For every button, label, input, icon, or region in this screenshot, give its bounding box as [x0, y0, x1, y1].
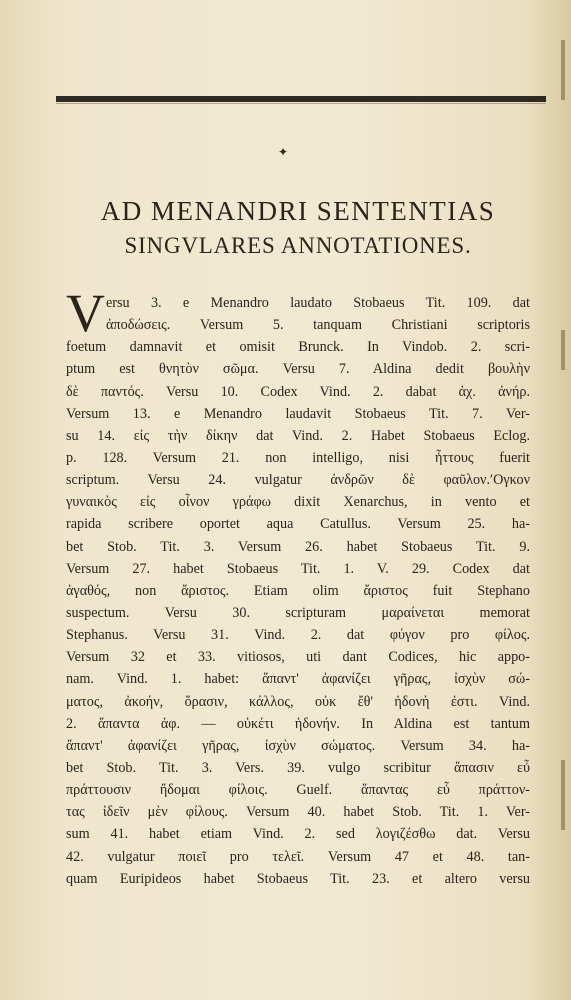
text-line: ἀποδώσεις. Versum 5. tanquam Christiani scriptoris — [106, 317, 530, 334]
text-line: Versum 27. habet Stobaeus Tit. 1. V. 29. Codex dat — [66, 560, 530, 577]
drop-cap: V — [66, 283, 105, 343]
text-line: 42. vulgatur ποιεῖ pro τελεῖ. Versum 47 et 48. tan- — [66, 848, 530, 865]
text-line: γυναικὸς εἰς οἶνον γράφω dixit Xenarchus, in vento et — [66, 494, 530, 511]
text-line: scriptum. Versu 24. vulgatur ἀνδρῶν δὲ φαῦλον.ʹΟγκον — [66, 472, 530, 489]
text-line: p. 128. Versum 21. non intelligo, nisi ἧττους fuerit — [66, 449, 530, 466]
text-line: ματος, ἀκοήν, ὅρασιν, κάλλος, οὐκ ἔθ' ἡδονὴ ἐστι. Vind. — [66, 693, 530, 710]
text-line: ersu 3. e Menandro laudato Stobaeus Tit. 109. dat — [106, 295, 530, 311]
text-line: suspectum. Versu 30. scripturam μαραίνεται memorat — [66, 604, 530, 621]
text-line: τας ἰδεῖν μὲν φίλους. Versum 40. habet Stob. Tit. 1. Ver- — [66, 804, 530, 821]
text-line: bet Stob. Tit. 3. Vers. 39. vulgo scribitur ἅπασιν εὖ — [66, 759, 530, 776]
page-edge-mark — [561, 760, 565, 830]
text-line: ἀγαθός, non ἄριστος. Etiam olim ἄριστος fuit Stephano — [66, 582, 530, 599]
text-line: ἅπαντ' ἀφανίζει γῆρας, ἰσχὺν σώματος. Versum 34. ha- — [66, 737, 530, 754]
header-rule-shadow — [56, 103, 546, 104]
page-edge-mark — [561, 40, 565, 100]
annotation-text — [66, 292, 530, 890]
text-line: Versum 13. e Menandro laudavit Stobaeus Tit. 7. Ver- — [66, 405, 530, 422]
text-line: sum 41. habet etiam Vind. 2. sed λογιζέσθω dat. Versu — [66, 826, 530, 843]
page-subtitle: SINGVLARES ANNOTATIONES. — [124, 233, 472, 258]
page-title: AD MENANDRI SENTENTIAS — [100, 196, 496, 226]
text-line: bet Stob. Tit. 3. Versum 26. habet Stobaeus Tit. 9. — [66, 538, 530, 555]
page-edge-mark — [561, 330, 565, 370]
text-line: su 14. εἰς τὴν δίκην dat Vind. 2. Habet Stobaeus Eclog. — [66, 427, 530, 444]
text-line: Stephanus. Versu 31. Vind. 2. dat φύγον pro φίλος. — [66, 627, 530, 644]
text-line: 2. ἅπαντα ἀφ. — οὐκέτι ἡδονήν. In Aldina est tantum — [66, 715, 530, 732]
text-line: foetum damnavit et omisit Brunck. In Vindob. 2. scri- — [66, 339, 530, 356]
ornament-icon: ✦ — [278, 145, 289, 159]
text-line: rapida scribere oportet aqua Catullus. Versum 25. ha- — [66, 516, 530, 533]
header-rule — [56, 96, 546, 102]
text-line: Versum 32 et 33. vitiosos, uti dant Codices, hic appo- — [66, 649, 530, 666]
text-line: nam. Vind. 1. habet: ἅπαντ' ἀφανίζει γῆρας, ἰσχὺν σώ- — [66, 671, 530, 688]
text-line: ptum est θνητὸν σῶμα. Versu 7. Aldina dedit βουλὴν — [66, 361, 530, 378]
text-line: δὲ παντός. Versu 10. Codex Vind. 2. dabat ἀχ. ἀνήρ. — [66, 383, 530, 400]
text-line: πράττουσιν ἥδομαι φίλοις. Guelf. ἅπαντας εὖ πράττον- — [66, 782, 530, 799]
text-line: quam Euripideos habet Stobaeus Tit. 23. et altero versu — [66, 870, 530, 887]
